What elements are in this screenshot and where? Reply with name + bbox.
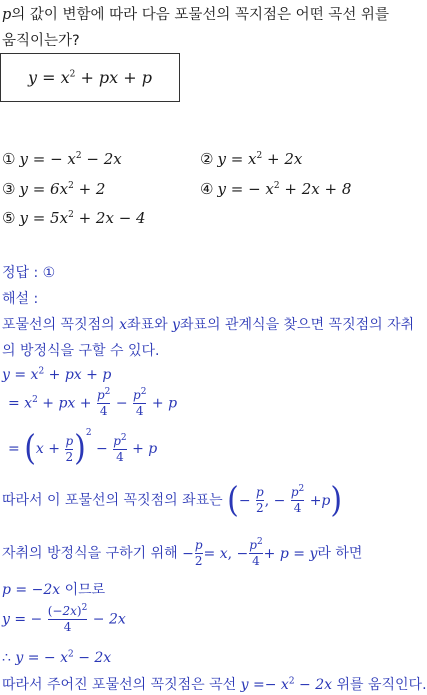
equation-1: $y = x^2$ + px + p	[2, 366, 112, 383]
choice-1[interactable]: ① y = − $x^2 - 2x$	[2, 150, 122, 168]
explanation-label: 해설 :	[2, 291, 39, 307]
p-equation-line: p = −2x 이므로	[2, 582, 106, 598]
question-variable: p	[2, 7, 12, 23]
choice-3[interactable]: ③ $y = 6x^2 + 2$	[2, 180, 106, 198]
choice-2[interactable]: ② $y = x^2 + 2x$	[200, 150, 303, 168]
given-formula-box	[0, 53, 180, 102]
solution-paragraph-line1: 포물선의 꼭짓점의 x좌표와 y좌표의 관계식을 찾으면 꼭짓점의 자취	[2, 317, 415, 333]
choice-4[interactable]: ④ y = − $x^2 + 2x + 8$	[200, 180, 352, 198]
equation-2: = $x^2$ + px + $\frac{p^2}{4}$ − $\frac{p^2}{4}$ + p	[8, 387, 178, 418]
vertex-line: 따라서 이 포물선의 꼭짓점의 좌표는 (− $\frac{p}{2}$ , − $\frac{p^2}{4}$ +p)	[2, 479, 343, 521]
final-equation: ∴ y = − $x^2 - 2x$	[2, 649, 112, 666]
locus-line: 자취의 방정식을 구하기 위해 − $\frac{p}{2}$ = x, − $\frac{p^2}{4}$ + p = y라 하면	[2, 537, 363, 568]
conclusion-line: 따라서 주어진 포물선의 꼭짓점은 곡선 $y =- x^2 - 2x$ 위를 움직인다.	[2, 676, 427, 693]
choice-5[interactable]: ⑤ $y = 5x^2 + 2x - 4$	[2, 209, 146, 227]
given-formula: $y = x^2$ + px + p	[27, 68, 153, 87]
answer-label: 정답 : ①	[2, 265, 56, 281]
question-text	[2, 2, 398, 54]
question-body: 의 값이 변함에 따라 다음 포물선의 꼭지점은 어떤 곡선 위를 움직이는가?	[2, 7, 389, 49]
vertex-coordinates: (− $\frac{p}{2}$ , − $\frac{p^2}{4}$ +p)	[227, 479, 343, 521]
equation-3: = (x + $\frac{p}{2}$ )$^2$ − $\frac{p^2}{4}$ + p	[8, 428, 158, 469]
y-equation: y = − $\frac{(-2x)^2}{4}$ − 2x	[2, 603, 126, 634]
solution-paragraph-line2: 의 방정식을 구할 수 있다.	[2, 343, 160, 359]
